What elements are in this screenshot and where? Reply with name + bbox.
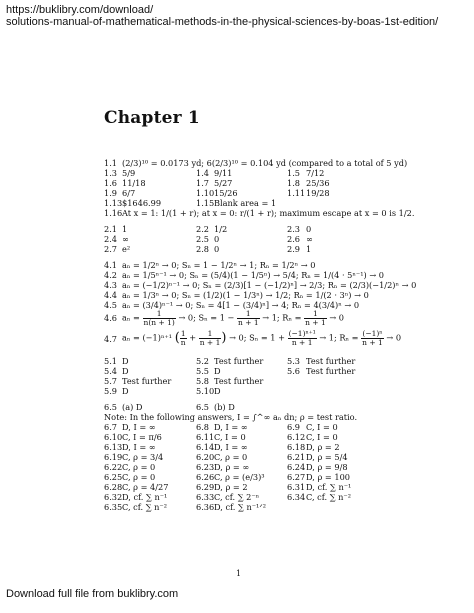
answer-value: Blank area = 1 bbox=[214, 198, 277, 208]
answers-block-5 bbox=[104, 356, 424, 396]
answer-value: C, ρ = 3/4 bbox=[122, 452, 164, 462]
fraction: $\frac{1}{n + 1}$ bbox=[305, 309, 326, 327]
answer-row bbox=[104, 442, 424, 452]
answer-value: C, cf. ∑ 2⁻ⁿ bbox=[214, 492, 260, 502]
answer-number: 5.1 bbox=[104, 356, 118, 366]
answer-row bbox=[104, 260, 424, 270]
answer-number: 1.11 bbox=[287, 188, 306, 198]
answer-value: C, I = 0 bbox=[306, 422, 338, 432]
answer-value: D, ρ = ∞ bbox=[214, 462, 250, 472]
answer-value: C, I = 0 bbox=[306, 432, 338, 442]
answer-value: 15/26 bbox=[214, 188, 238, 198]
answer-value: At x = 1: 1/(1 + r); at x = 0: r/(1 + r); maximum escape at x = 0 is 1/2. bbox=[122, 208, 415, 218]
answer-number: 6.19 bbox=[104, 452, 123, 462]
answer-value: 1 bbox=[306, 244, 312, 254]
answer-number: 6.35 bbox=[104, 502, 123, 512]
answer-value: C, ρ = 4/27 bbox=[122, 482, 169, 492]
answer-number: 1.6 bbox=[104, 178, 118, 188]
answer-value: 25/36 bbox=[306, 178, 330, 188]
answer-number: 1.10 bbox=[196, 188, 215, 198]
equation-text: → 0; Sₙ = 1 + bbox=[229, 332, 285, 343]
answer-number: 6.14 bbox=[196, 442, 215, 452]
answer-value: 9/11 bbox=[214, 168, 233, 178]
answer-number: 6.21 bbox=[287, 452, 306, 462]
answer-value: 0 bbox=[306, 224, 312, 234]
answer-value: 6/7 bbox=[122, 188, 136, 198]
answer-number: 6.24 bbox=[287, 462, 306, 472]
equation-text: + bbox=[189, 332, 197, 343]
answer-value: (b) D bbox=[214, 402, 235, 412]
answer-value: D, I = ∞ bbox=[214, 442, 248, 452]
answer-number: 1.5 bbox=[287, 168, 301, 178]
answer-row bbox=[104, 402, 424, 412]
answer-row bbox=[104, 472, 424, 482]
answer-number: 2.5 bbox=[196, 234, 210, 244]
answer-number: 6.28 bbox=[104, 482, 123, 492]
answer-row bbox=[104, 386, 424, 396]
chapter-title: Chapter 1 bbox=[104, 108, 200, 128]
answer-number: 6.27 bbox=[287, 472, 306, 482]
equation-text: aₙ = (−1)ⁿ⁺¹ bbox=[122, 332, 173, 343]
fraction: $\frac{1}{n + 1}$ bbox=[237, 309, 259, 327]
answer-value: D, cf. ∑ n⁻¹ bbox=[306, 482, 352, 492]
fraction: $\frac{\text{(−1)ⁿ⁺¹}}{n + 1}$ bbox=[288, 329, 316, 347]
answer-number: 2.3 bbox=[287, 224, 301, 234]
answer-number: 4.3 bbox=[104, 280, 118, 290]
answer-row bbox=[104, 234, 424, 244]
answer-value: Test further bbox=[214, 356, 264, 366]
answer-value: D, I = ∞ bbox=[122, 422, 156, 432]
answer-number: 5.10 bbox=[196, 386, 215, 396]
answer-row bbox=[104, 492, 424, 502]
answer-value: Test further bbox=[306, 356, 356, 366]
answer-value: D, ρ = 100 bbox=[306, 472, 350, 482]
answer-row bbox=[104, 208, 424, 218]
fraction: $\frac{1}{n}$ bbox=[180, 329, 186, 347]
source-url-line-2[interactable]: solutions-manual-of-mathematical-methods-in-the-physical-sciences-by-boas-1st-edition/ bbox=[6, 16, 439, 28]
answer-number: 6.32 bbox=[104, 492, 123, 502]
answer-number: 5.6 bbox=[287, 366, 301, 376]
answer-number: 6.31 bbox=[287, 482, 306, 492]
answer-value: D bbox=[214, 366, 221, 376]
equation-text: aₙ = bbox=[122, 312, 140, 323]
answers-block-1 bbox=[104, 158, 424, 218]
answer-value: 1/2 bbox=[214, 224, 228, 234]
answer-value: 19/28 bbox=[306, 188, 330, 198]
answer-number: 6.36 bbox=[196, 502, 215, 512]
answer-number: 5.5 bbox=[196, 366, 210, 376]
answer-value: D, ρ = 9/8 bbox=[306, 462, 348, 472]
answer-row bbox=[104, 168, 424, 178]
answer-value: C, ρ = 0 bbox=[214, 452, 248, 462]
answer-value: D, I = ∞ bbox=[122, 442, 156, 452]
answer-number: 5.2 bbox=[196, 356, 210, 366]
answer-row bbox=[104, 422, 424, 432]
answer-number: 4.2 bbox=[104, 270, 118, 280]
answer-row bbox=[104, 366, 424, 376]
answer-number: 4.5 bbox=[104, 300, 118, 310]
answer-row bbox=[104, 290, 424, 300]
answer-number: 6.34 bbox=[287, 492, 306, 502]
answer-value: ∞ bbox=[122, 234, 129, 244]
equation-text: → 0 bbox=[329, 312, 345, 323]
answer-value: ∞ bbox=[306, 234, 313, 244]
answer-number: 1.8 bbox=[287, 178, 301, 188]
answer-number: 6.5 bbox=[104, 402, 118, 412]
answer-value: D bbox=[214, 386, 221, 396]
fraction: $\frac{1}{n + 1}$ bbox=[199, 329, 221, 347]
answer-row bbox=[104, 462, 424, 472]
answer-value: 0 bbox=[214, 234, 220, 244]
answer-number: 5.7 bbox=[104, 376, 118, 386]
answer-value: Test further bbox=[306, 366, 356, 376]
answer-value: D, I = ∞ bbox=[214, 422, 248, 432]
answer-value: D, ρ = 2 bbox=[306, 442, 340, 452]
note-line bbox=[104, 412, 424, 422]
answer-number: 2.4 bbox=[104, 234, 118, 244]
answer-number: 6.9 bbox=[287, 422, 301, 432]
answer-value: Test further bbox=[122, 376, 172, 386]
answer-number: 4.4 bbox=[104, 290, 118, 300]
answer-number: 1.4 bbox=[196, 168, 210, 178]
answer-number: 2.2 bbox=[196, 224, 210, 234]
answer-row bbox=[104, 244, 424, 254]
answer-number: 6.5 bbox=[196, 402, 210, 412]
answer-number: 2.6 bbox=[287, 234, 301, 244]
answer-value: C, I = 0 bbox=[214, 432, 246, 442]
answer-number: 1.15 bbox=[196, 198, 215, 208]
answer-value: 5/9 bbox=[122, 168, 136, 178]
answer-number: 6.20 bbox=[196, 452, 215, 462]
answer-number: 6.29 bbox=[196, 482, 215, 492]
answers-block-4 bbox=[104, 260, 424, 310]
answer-number: 1.13 bbox=[104, 198, 123, 208]
answer-value: C, cf. ∑ n⁻² bbox=[306, 492, 352, 502]
answer-value: D, cf. ∑ n⁻¹ᐟ² bbox=[214, 502, 267, 512]
answer-value: aₙ = (3/4)ⁿ⁻¹ → 0; Sₙ = 4[1 − (3/4)ⁿ] → 4; Rₙ = 4(3/4)ⁿ → 0 bbox=[122, 300, 360, 310]
answer-row bbox=[104, 270, 424, 280]
answer-value: C, ρ = (e/3)³ bbox=[214, 472, 265, 482]
source-url-line-1[interactable]: https://buklibry.com/download/ bbox=[6, 4, 154, 16]
answer-row bbox=[104, 432, 424, 442]
answer-value: D, cf. ∑ n⁻¹ bbox=[122, 492, 168, 502]
answer-value: aₙ = 1/3ⁿ → 0; Sₙ = (1/2)(1 − 1/3ⁿ) → 1/2; Rₙ = 1/(2 · 3ⁿ) → 0 bbox=[122, 290, 369, 300]
answers-block-6a bbox=[104, 402, 424, 412]
answer-number: 4.6 bbox=[104, 313, 118, 323]
answer-number: 6.22 bbox=[104, 462, 123, 472]
answer-number: 2.1 bbox=[104, 224, 118, 234]
answer-value: C, ρ = 0 bbox=[122, 462, 156, 472]
answer-number: 6.12 bbox=[287, 432, 306, 442]
answer-number: 2.7 bbox=[104, 244, 118, 254]
footer-download-link[interactable]: Download full file from buklibry.com bbox=[6, 588, 179, 600]
answer-value: aₙ = 1/2ⁿ → 0; Sₙ = 1 − 1/2ⁿ → 1; Rₙ = 1/2ⁿ → 0 bbox=[122, 260, 316, 270]
answer-row bbox=[104, 158, 424, 168]
fraction: $\frac{1}{n(n + 1)}$ bbox=[143, 309, 175, 327]
answers-block-6 bbox=[104, 422, 424, 512]
answer-value: 11/18 bbox=[122, 178, 146, 188]
fraction: $\frac{\text{(−1)ⁿ}}{n + 1}$ bbox=[362, 329, 383, 347]
equation-text: → 0; Sₙ = 1 − bbox=[178, 312, 235, 323]
answer-value: Test further bbox=[214, 376, 264, 386]
answer-value: 0 bbox=[214, 244, 220, 254]
answer-number: 6.10 bbox=[104, 432, 123, 442]
answer-row bbox=[104, 224, 424, 234]
answer-number: 5.8 bbox=[196, 376, 210, 386]
answer-value: $1646.99 bbox=[122, 198, 162, 208]
answer-value: D, ρ = 5/4 bbox=[306, 452, 348, 462]
answer-value: D bbox=[122, 386, 129, 396]
answer-number: 4.1 bbox=[104, 260, 118, 270]
answer-number: 2.8 bbox=[196, 244, 210, 254]
answer-value: D bbox=[122, 366, 129, 376]
answer-number: 6.7 bbox=[104, 422, 118, 432]
answer-value: (2/3)¹⁰ = 0.0173 yd; 6(2/3)¹⁰ = 0.104 yd (compared to a total of 5 yd) bbox=[122, 158, 408, 168]
answer-value: D bbox=[122, 356, 129, 366]
answer-number: 6.26 bbox=[196, 472, 215, 482]
note-text: Note: In the following answers, I = ∫^∞ aₙ dn; ρ = test ratio. bbox=[104, 412, 358, 422]
page-number: 1 bbox=[236, 569, 242, 578]
answer-row bbox=[104, 300, 424, 310]
answer-number: 4.7 bbox=[104, 334, 118, 344]
answer-value: 1 bbox=[122, 224, 128, 234]
answer-4-6 bbox=[104, 310, 424, 326]
answer-value: C, ρ = 0 bbox=[122, 472, 156, 482]
answer-row bbox=[104, 178, 424, 188]
equation-text: → 1; Rₙ = bbox=[262, 312, 302, 323]
answer-number: 1.1 bbox=[104, 158, 118, 168]
answer-number: 6.11 bbox=[196, 432, 215, 442]
answer-row bbox=[104, 376, 424, 386]
answer-number: 1.3 bbox=[104, 168, 118, 178]
answer-number: 5.3 bbox=[287, 356, 301, 366]
answer-number: 2.9 bbox=[287, 244, 301, 254]
answer-row bbox=[104, 502, 424, 512]
answer-value: 5/27 bbox=[214, 178, 233, 188]
answer-value: 7/12 bbox=[306, 168, 325, 178]
answer-value: e² bbox=[122, 244, 131, 254]
answer-value: (a) D bbox=[122, 402, 143, 412]
answer-row bbox=[104, 356, 424, 366]
answer-value: C, cf. ∑ n⁻² bbox=[122, 502, 168, 512]
answer-number: 5.9 bbox=[104, 386, 118, 396]
answer-value: aₙ = 1/5ⁿ⁻¹ → 0; Sₙ = (5/4)(1 − 1/5ⁿ) → 5/4; Rₙ = 1/(4 · 5ⁿ⁻¹) → 0 bbox=[122, 270, 384, 280]
answer-number: 6.23 bbox=[196, 462, 215, 472]
answer-row bbox=[104, 280, 424, 290]
answers-content bbox=[104, 158, 424, 512]
answer-number: 5.4 bbox=[104, 366, 118, 376]
answer-value: D, ρ = 2 bbox=[214, 482, 248, 492]
answer-number: 1.9 bbox=[104, 188, 118, 198]
answer-row bbox=[104, 198, 424, 208]
answer-row bbox=[104, 188, 424, 198]
answer-row bbox=[104, 452, 424, 462]
answer-number: 6.13 bbox=[104, 442, 123, 452]
answer-4-7: 4.7 aₙ = (−1)ⁿ⁺¹ ( $\frac{1}{n}$ + $\frac{1}{n + 1}$ ) → 0; Sₙ = 1 + $\frac{\text{(−1)ⁿ⁺¹}}{n + 1}$ → 1; Rₙ = $\frac{\text{(−1)ⁿ}}{n + 1}$ → 0 bbox=[104, 329, 402, 347]
answer-value: aₙ = (−1/2)ⁿ⁻¹ → 0; Sₙ = (2/3)[1 − (−1/2)ⁿ] → 2/3; Rₙ = (2/3)(−1/2)ⁿ → 0 bbox=[122, 280, 417, 290]
answer-number: 6.8 bbox=[196, 422, 210, 432]
answer-number: 1.16 bbox=[104, 208, 123, 218]
answer-number: 1.7 bbox=[196, 178, 210, 188]
answer-number: 6.25 bbox=[104, 472, 123, 482]
equation-text: → 0 bbox=[386, 332, 402, 343]
answer-row bbox=[104, 482, 424, 492]
answer-number: 6.18 bbox=[287, 442, 306, 452]
equation-text: → 1; Rₙ = bbox=[319, 332, 359, 343]
answer-value: C, I = π/6 bbox=[122, 432, 162, 442]
answers-block-2 bbox=[104, 224, 424, 254]
answer-number: 6.33 bbox=[196, 492, 215, 502]
